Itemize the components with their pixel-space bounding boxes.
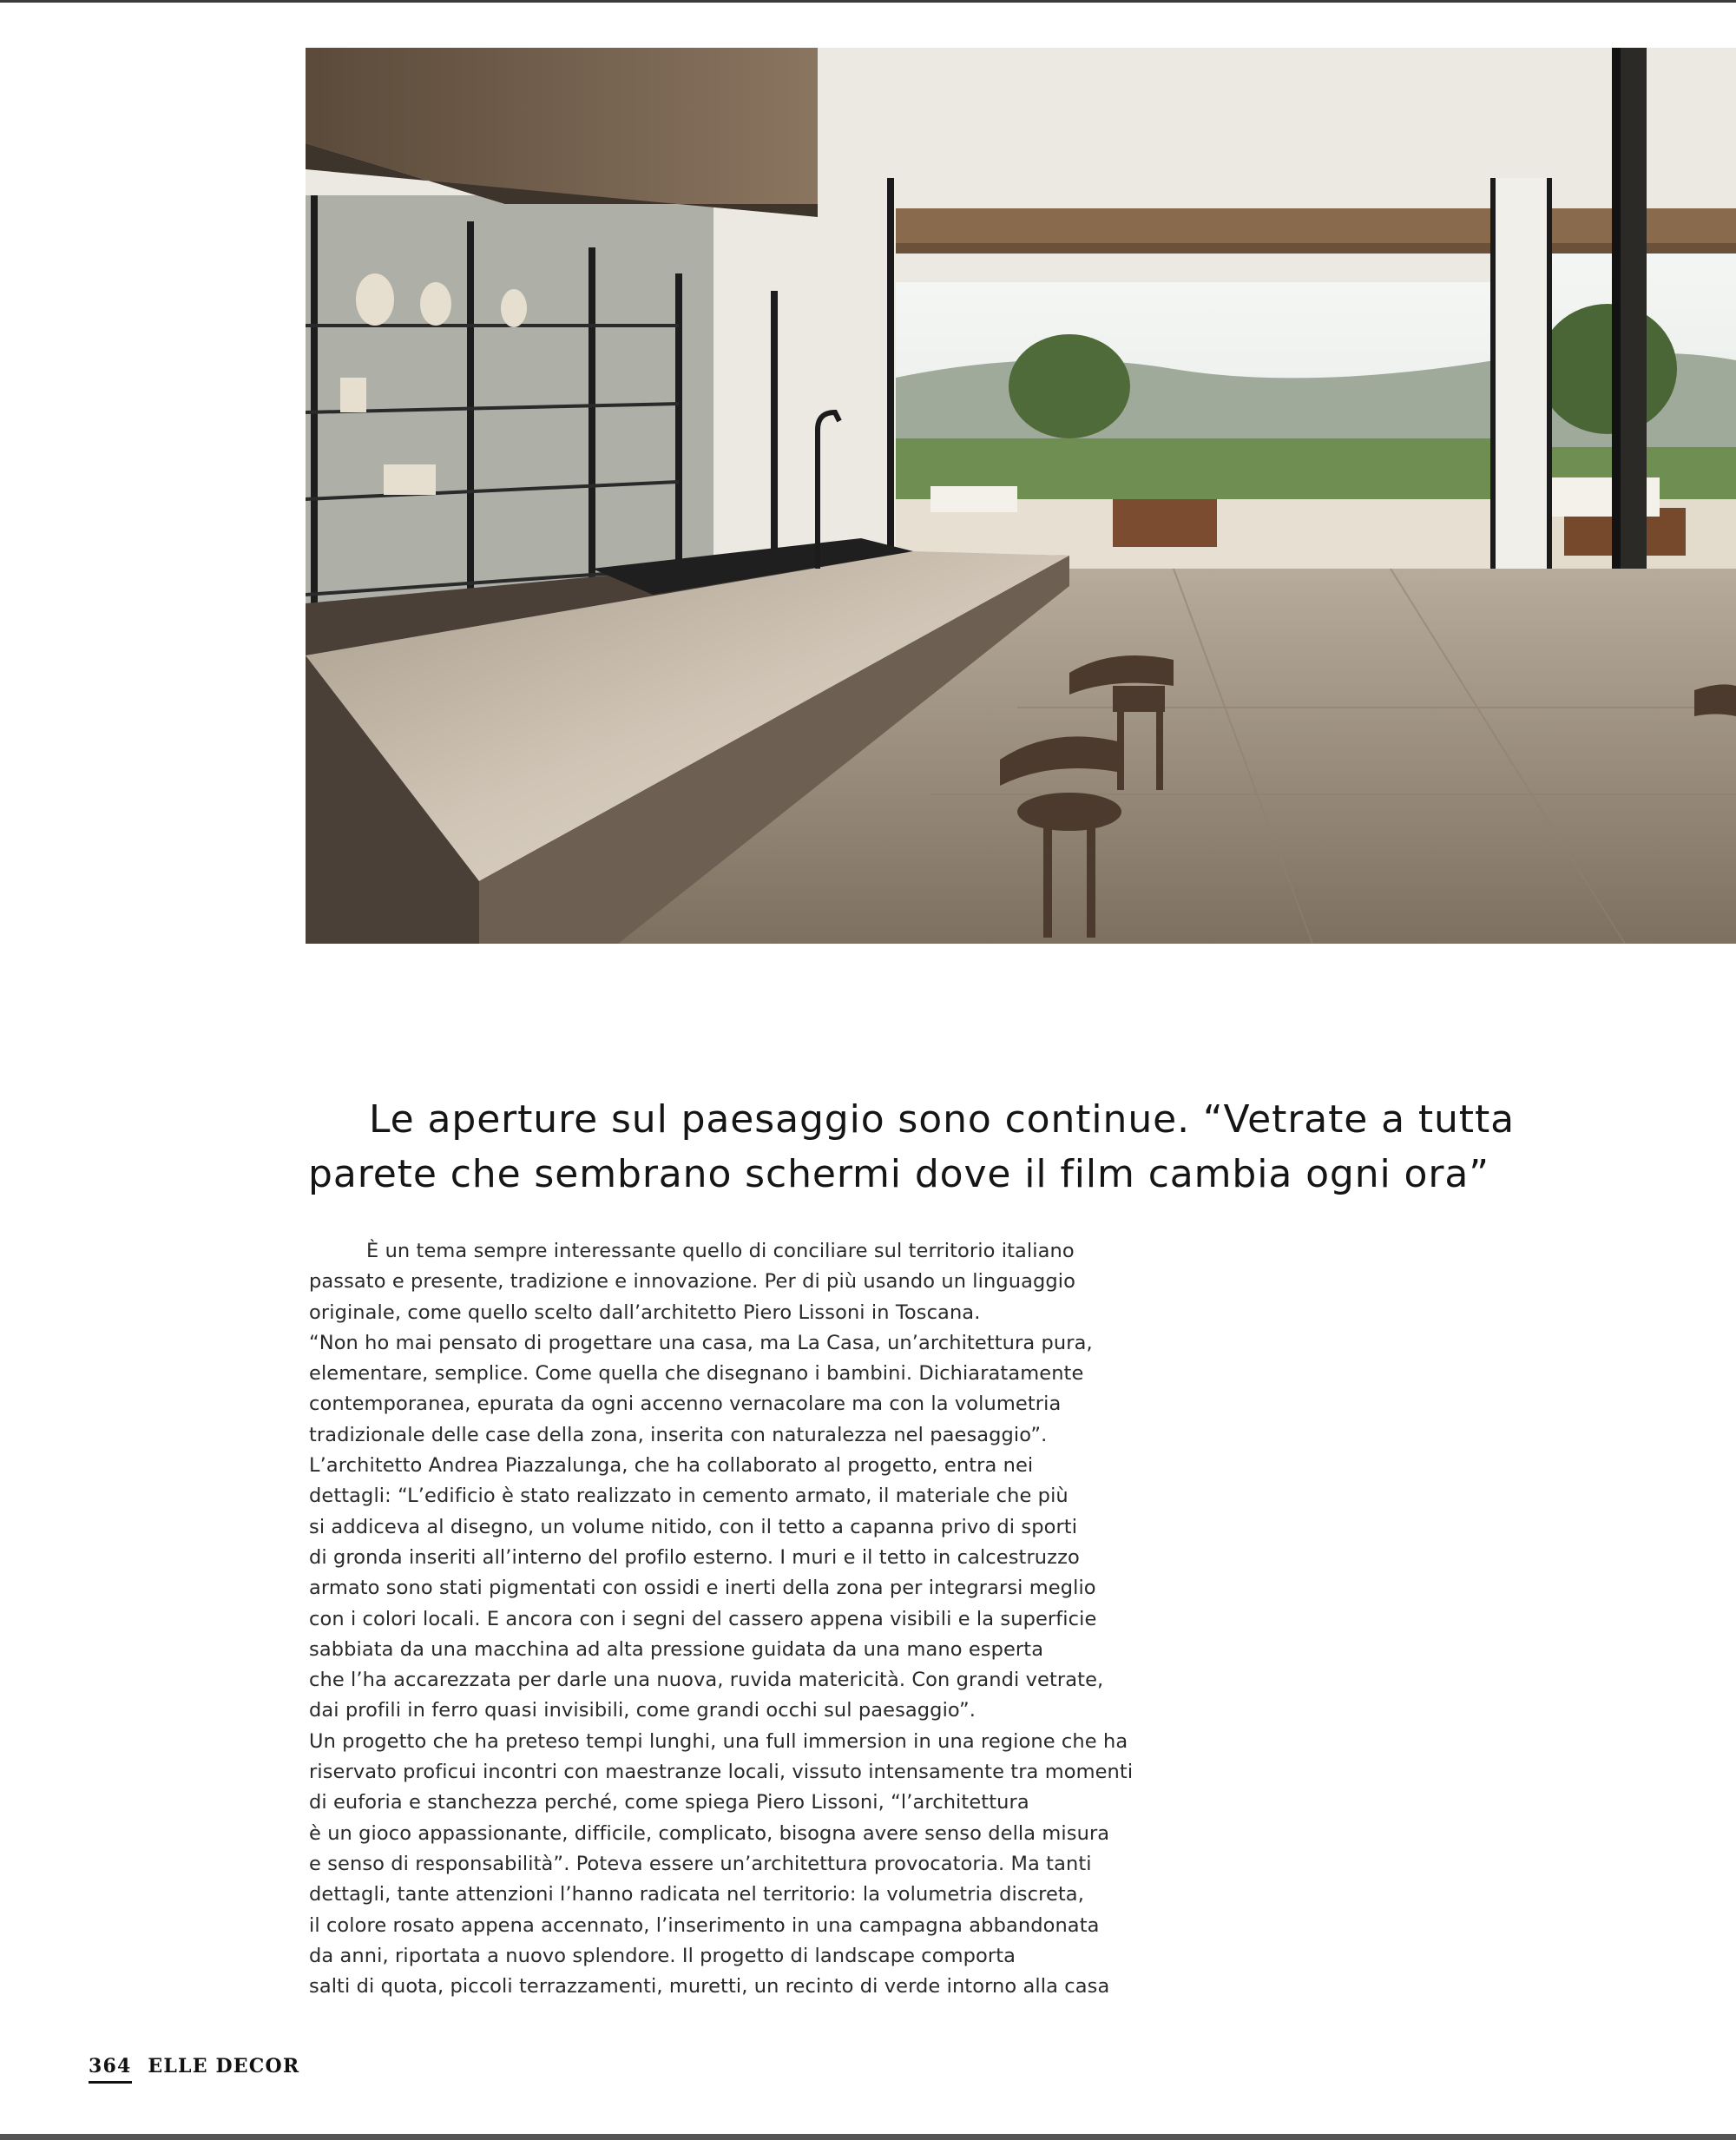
body-line: armato sono stati pigmentati con ossidi e inerti della zona per integrarsi meglio bbox=[309, 1577, 1096, 1600]
body-line: di gronda inseriti all’interno del profilo esterno. I muri e il tetto in calcestruzzo bbox=[309, 1545, 1080, 1569]
body-line: originale, come quello scelto dall’architetto Piero Lissoni in Toscana. bbox=[309, 1300, 981, 1324]
body-line: con i colori locali. E ancora con i segni del cassero appena visibili e la superficie bbox=[309, 1607, 1097, 1630]
photo-illustration bbox=[306, 48, 1736, 944]
body-line: si addiceva al disegno, un volume nitido, con il tetto a capanna privo di sporti bbox=[309, 1515, 1078, 1538]
body-line: “Non ho mai pensato di progettare una casa, ma La Casa, un’architettura pura, bbox=[309, 1331, 1093, 1354]
body-line: e senso di responsabilità”. Poteva essere un’architettura provocatoria. Ma tanti bbox=[309, 1852, 1092, 1875]
body-line: passato e presente, tradizione e innovazione. Per di più usando un linguaggio bbox=[309, 1270, 1075, 1294]
body-line: di euforia e stanchezza perché, come spiega Piero Lissoni, “l’architettura bbox=[309, 1791, 1029, 1814]
body-line: dai profili in ferro quasi invisibili, come grandi occhi sul paesaggio”. bbox=[309, 1699, 976, 1722]
pull-quote bbox=[308, 1092, 1575, 1202]
page-bottom-rule bbox=[0, 2134, 1736, 2140]
body-line: che l’ha accarezzata per darle una nuova, ruvida matericità. Con grandi vetrate, bbox=[309, 1669, 1104, 1692]
page-top-rule bbox=[0, 0, 1736, 3]
body-line: dettagli, tante attenzioni l’hanno radicata nel territorio: la volumetria discreta, bbox=[309, 1883, 1084, 1906]
body-line: è un gioco appassionante, difficile, complicato, bisogna avere senso della misura bbox=[309, 1821, 1110, 1845]
article-body bbox=[309, 1236, 1220, 2002]
body-line: dettagli: “L’edificio è stato realizzato in cemento armato, il materiale che più bbox=[309, 1485, 1069, 1508]
page-folio bbox=[89, 2055, 299, 2077]
body-line: contemporanea, epurata da ogni accenno vernacolare ma con la volumetria bbox=[309, 1393, 1062, 1416]
body-line: da anni, riportata a nuovo splendore. Il progetto di landscape comporta bbox=[309, 1944, 1016, 1967]
interior-kitchen-photo bbox=[306, 48, 1736, 944]
magazine-name: ELLE DECOR bbox=[148, 2055, 300, 2077]
body-line: sabbiata da una macchina ad alta pressione guidata da una mano esperta bbox=[309, 1637, 1044, 1661]
page-number: 364 bbox=[89, 2055, 132, 2084]
pull-quote-line-2: parete che sembrano schermi dove il film cambia ogni ora” bbox=[308, 1152, 1489, 1196]
pull-quote-line-1: Le aperture sul paesaggio sono continue. “Vetrate a tutta bbox=[369, 1097, 1515, 1142]
body-line: tradizionale delle case della zona, inserita con naturalezza nel paesaggio”. bbox=[309, 1423, 1048, 1446]
body-line: elementare, semplice. Come quella che disegnano i bambini. Dichiaratamente bbox=[309, 1362, 1084, 1386]
body-line: salti di quota, piccoli terrazzamenti, muretti, un recinto di verde intorno alla casa bbox=[309, 1975, 1110, 1998]
body-line: Un progetto che ha preteso tempi lunghi, una full immersion in una regione che ha bbox=[309, 1729, 1128, 1753]
body-line: riservato proficui incontri con maestranze locali, vissuto intensamente tra momenti bbox=[309, 1761, 1134, 1784]
body-line: L’architetto Andrea Piazzalunga, che ha collaborato al progetto, entra nei bbox=[309, 1454, 1034, 1478]
body-line: il colore rosato appena accennato, l’inserimento in una campagna abbandonata bbox=[309, 1913, 1100, 1937]
body-line: È un tema sempre interessante quello di conciliare sul territorio italiano bbox=[366, 1240, 1075, 1262]
